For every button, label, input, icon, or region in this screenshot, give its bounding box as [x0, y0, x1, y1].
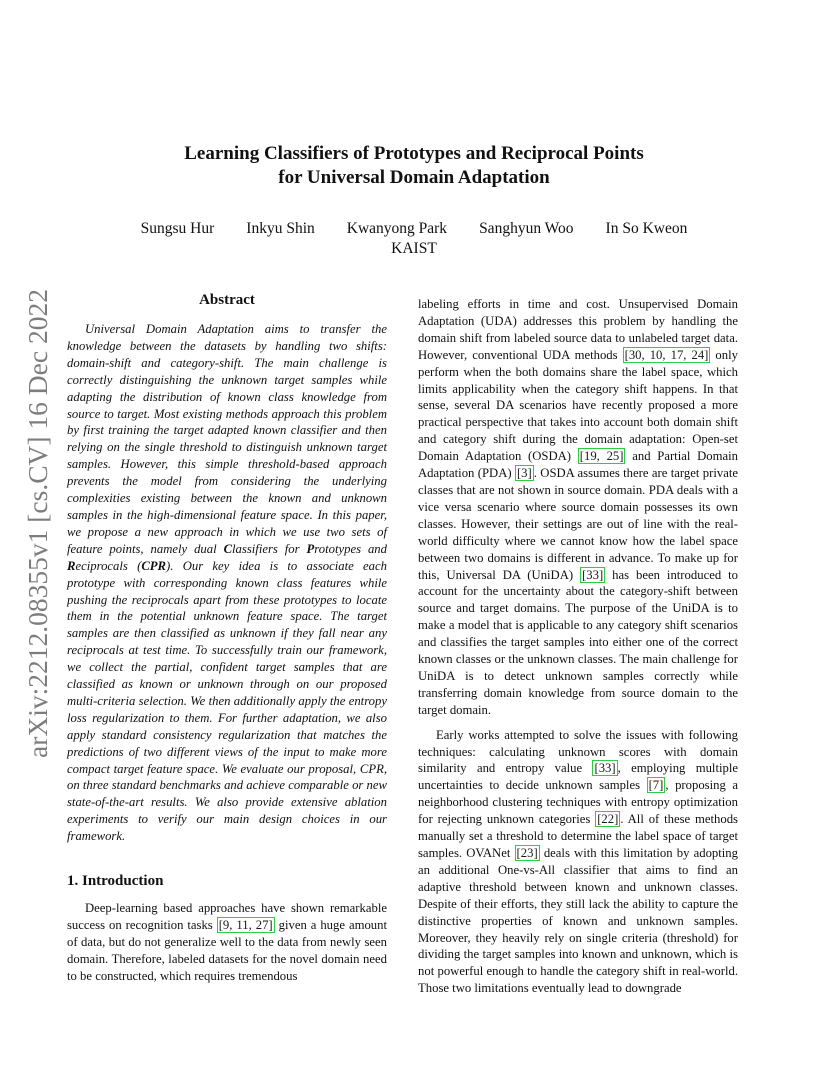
citation-link[interactable]: [22] — [597, 812, 619, 827]
arxiv-side-stamp — [18, 282, 58, 762]
citation-link[interactable]: [9, 11, 27] — [218, 918, 273, 932]
citation-link[interactable]: [19, 25] — [579, 449, 624, 464]
author-name: Sungsu Hur — [140, 220, 215, 237]
abstract-heading: Abstract — [199, 292, 255, 308]
right-column — [418, 296, 738, 997]
paper-title — [90, 142, 738, 190]
citation-link[interactable]: [7] — [648, 778, 664, 793]
citation-link[interactable]: [23] — [516, 846, 538, 860]
author-name: Sanghyun Woo — [479, 220, 574, 237]
intro-paragraph: Deep-learning based approaches have shown remarkable success on recognition tasks [9, 11, 27] given a huge amount of data, but do not generalize well to the data from newly seen domain. Therefore, labeled datasets for the novel domain need to be constructed, which requires tremendous — [67, 901, 387, 983]
citation-link[interactable]: [33] — [594, 761, 616, 776]
author-name: Inkyu Shin — [246, 220, 315, 237]
citation-link[interactable]: [30, 10, 17, 24] — [624, 347, 709, 362]
citation-link[interactable]: [33] — [582, 567, 604, 582]
citation-link[interactable]: [3] — [516, 466, 532, 481]
affiliation: KAIST — [391, 240, 437, 257]
author-block — [90, 219, 738, 259]
author-name: Kwanyong Park — [346, 220, 448, 237]
arxiv-id[interactable]: arXiv:2212.08355v1 [cs.CV] 16 Dec 2022 — [22, 289, 53, 758]
title-line-1: Learning Classifiers of Prototypes and Reciprocal Points — [184, 143, 644, 164]
abstract-text: Universal Domain Adaptation aims to transfer the knowledge between the datasets by handling two shifts: domain-shift and category-shift. The main challenge is correctly distinguishing the unknown target samples while adapting the distribution of known class knowledge from source to target. Most existing methods approach this problem by first training the target adapted known classifier and then relying on the single threshold to distinguish unknown target samples. However, this simple threshold-based approach prevents the model from considering the underlying complexities existing between the known and unknown samples in the high-dimensional feature space. In this paper, we propose a new approach in which we use two sets of feature points, namely dual Classifiers for Prototypes and Reciprocals (CPR). Our key idea is to associate each prototype with corresponding known class features while pushing the reciprocals apart from these prototypes to locate them in the potential unknown feature space. The target samples are then classified as unknown if they fall near any reciprocals at test time. To successfully train our framework, we collect the partial, confident target samples that are classified as known or unknown through on our proposed multi-criteria selection. We then additionally apply the entropy loss regularization to them. For further adaptation, we also apply standard consistency regularization that matches the predictions of two different views of the input to make more compact target feature space. We evaluate our proposal, CPR, on three standard benchmarks and achieve comparable or new state-of-the-art results. We also provide extensive ablation experiments to verify our main design choices in our framework. — [67, 322, 387, 844]
title-line-2: for Universal Domain Adaptation — [278, 167, 550, 188]
intro-paragraph-continued: labeling efforts in time and cost. Unsupervised Domain Adaptation (UDA) addresses this problem by handling the domain shift from labeled source data to unlabeled target data. However, conventional UDA methods [30, 10, 17, 24] only perform when the both domains share the label space, which limits applicability when the category shift happens. In that sense, several DA scenarios have recently proposed a more practical perspective that takes into account both domain shift and category shift during the domain adaptation: Open-set Domain Adaptation (OSDA) [19, 25] and Partial Domain Adaptation (PDA) [3] . OSDA assumes there are target private classes that are not shown in source domain. PDA deals with a vice versa scenario where source domain possesses its own classes. However, their settings are out of line with the real-world difficulty where we cannot know how the label space between two domains is different in advance. To make up for this, Universal DA (UniDA) [33] has been introduced to account for the uncertainty about the category-shift between source and target domains. The purpose of the UniDA is to make a model that is applicable to any category shift scenarios and classifies the target samples into either one of the correct known classes or the unknown classes. The main challenge for UniDA is to detect unknown samples correctly while transferring domain knowledge from source domain to the target domain. — [418, 297, 738, 717]
author-list — [90, 219, 738, 239]
author-name: In So Kweon — [605, 220, 688, 237]
introduction-heading: 1. Introduction — [67, 873, 164, 890]
early-works-paragraph: Early works attempted to solve the issues with following techniques: calculating unknown scores with domain similarity and entropy value [33] , employing multiple uncertainties to decide unknown samples [7] , proposing a neighborhood clustering techniques with entropy optimization for rejecting unknown categories [22] . All of these methods manually set a threshold to determine the label space of target samples. OVANet [23] deals with this limitation by adopting an additional One-vs-All classifier that aims to find an adaptive threshold between known and unknown classes. Despite of their efforts, they still lack the ability to capture the distinctive properties of known and unknown samples. Moreover, they heavily rely on single criteria (threshold) for dividing the target samples into known and unknown, which is not powerful enough to handle the category shift in real-world. Those two limitations eventually lead to downgrade — [418, 727, 738, 996]
left-column — [67, 292, 387, 985]
